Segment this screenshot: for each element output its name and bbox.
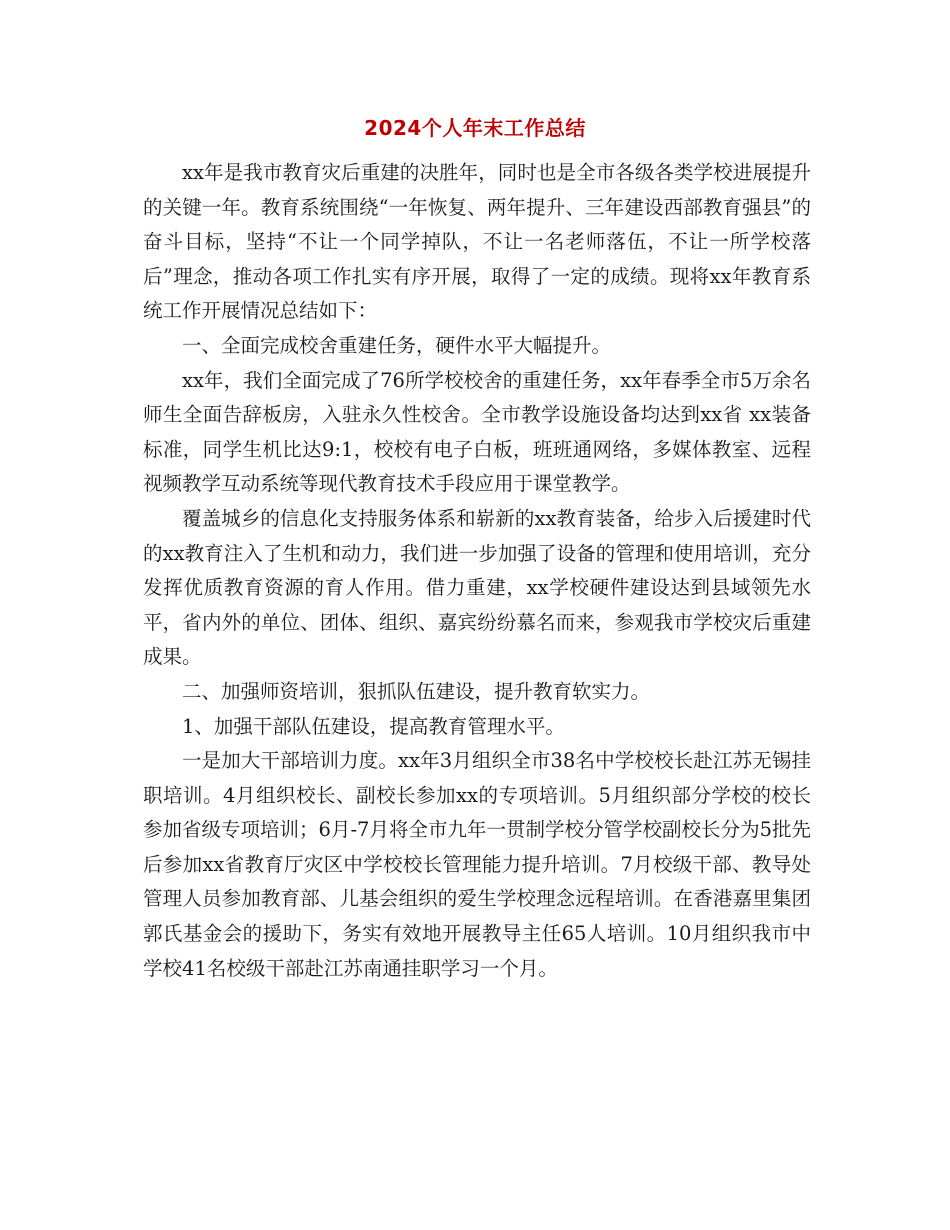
paragraph-intro: xx年是我市教育灾后重建的决胜年，同时也是全市各级各类学校进展提升的关键一年。教育系统围绕“一年恢复、两年提升、三年建设西部教育强县”的奋斗目标，坚持“不让一个同学掉队，不让一名老师落伍，不让一所学校落后”理念，推动各项工作扎实有序开展，取得了一定的成绩。现将xx年教育系统工作开展情况总结如下：	[143, 161, 811, 323]
document-body	[143, 156, 811, 986]
paragraph-reconstruction: xx年，我们全面完成了76所学校校舍的重建任务，xx年春季全市5万余名师生全面告辞板房，入驻永久性校舍。全市教学设施设备均达到xx省 xx装备标准，同学生机比达9:1，校校有电子白板，班班通网络，多媒体教室、远程视频教学互动系统等现代教育技术手段应用于课堂教学。	[143, 368, 811, 496]
heading-section-2: 二、加强师资培训，狠抓队伍建设，提升教育软实力。	[182, 679, 651, 703]
paragraph-cadre-training: 一是加大干部培训力度。xx年3月组织全市38名中学校校长赴江苏无锡挂职培训。4月组织校长、副校长参加xx的专项培训。5月组织部分学校的校长参加省级专项培训；6月-7月将全市九年一贯制学校分管学校副校长分为5批先后参加xx省教育厅灾区中学校校长管理能力提升培训。7月校级干部、教导处管理人员参加教育部、儿基会组织的爱生学校理念远程培训。在香港嘉里集团郭氏基金会的援助下，务实有效地开展教导主任65人培训。10月组织我市中学校41名校级干部赴江苏南通挂职学习一个月。	[143, 749, 811, 980]
paragraph-informatization: 覆盖城乡的信息化支持服务体系和崭新的xx教育装备，给步入后援建时代的xx教育注入了生机和动力，我们进一步加强了设备的管理和使用培训，充分发挥优质教育资源的育人作用。借力重建，xx学校硬件建设达到县域领先水平，省内外的单位、团体、组织、嘉宾纷纷慕名而来，参观我市学校灾后重建成果。	[143, 506, 811, 669]
heading-subsection-1: 1、加强干部队伍建设，提高教育管理水平。	[182, 714, 565, 738]
document-title: 2024个人年末工作总结	[364, 116, 586, 140]
heading-section-1: 一、全面完成校舍重建任务，硬件水平大幅提升。	[182, 333, 612, 357]
